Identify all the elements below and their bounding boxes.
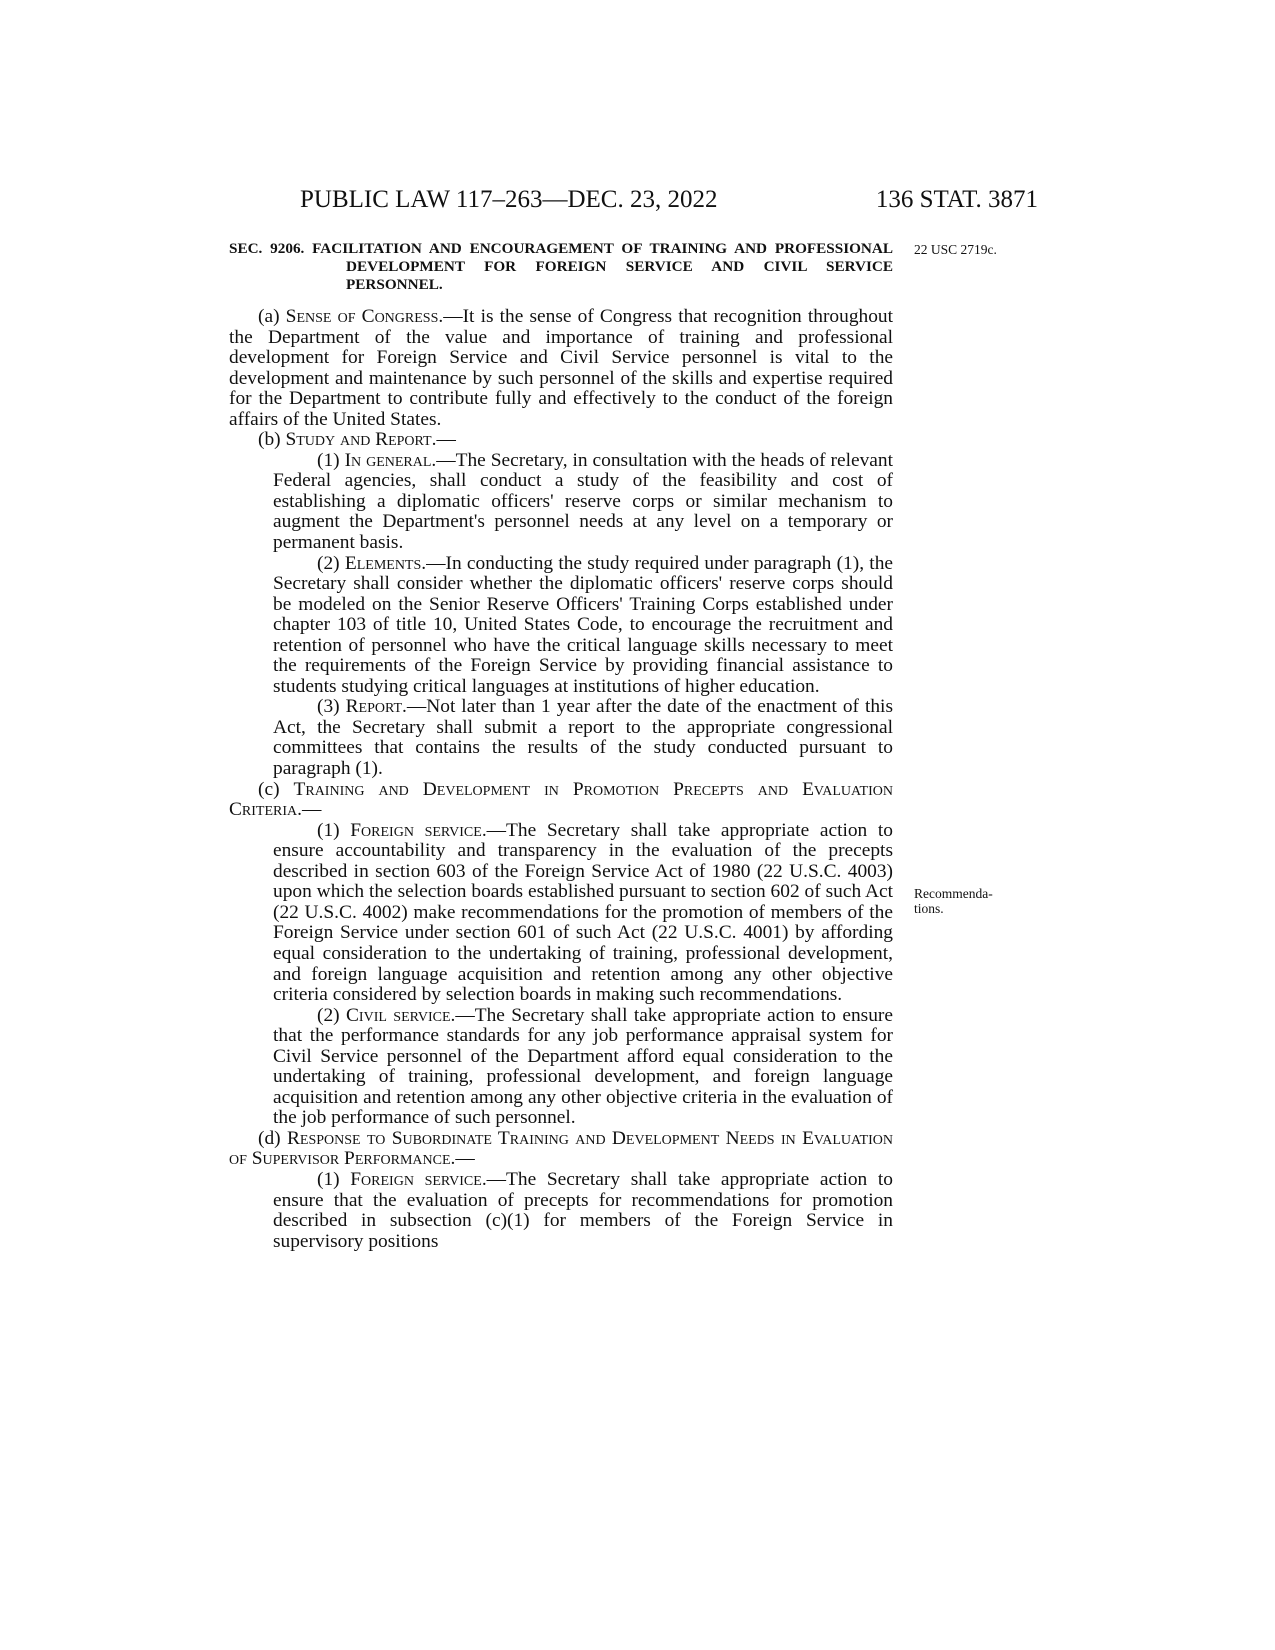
subsection-a-text: .—It is the sense of Congress that recognition throughout the Department of the value and importance of training and professional development for Foreign Service and Civil Service personnel is vital to the development and maintenance by such personnel of the skills and expertise required for the Department to contribute fully and effectively to the conduct of the foreign affairs of the United States. — [229, 306, 893, 430]
subsection-d — [229, 1129, 893, 1170]
paragraph-b-3-label: (3) — [317, 696, 346, 718]
margin-note-usc-citation: 22 USC 2719c. — [914, 242, 997, 257]
margin-note-recommendations — [914, 886, 993, 916]
running-head-title: PUBLIC LAW 117–263—DEC. 23, 2022 — [300, 186, 718, 213]
margin-note-line: tions. — [914, 901, 944, 916]
paragraph-d-1 — [229, 1170, 893, 1252]
paragraph-b-1-caption: In general — [344, 449, 432, 471]
paragraph-c-1-text: .—The Secretary shall take appropriate action to ensure accountability and transparency in the evaluation of the precepts described in section 603 of the Foreign Service Act of 1980 (22 U.S.C. 4003) upon which the selection boards established pursuant to section 602 of such Act (22 U.S.C. 4002) make recommendations for the promotion of members of the Foreign Service under section 601 of such Act (22 U.S.C. 4001) by affording equal consideration to the undertaking of training, professional development, and foreign language acquisition and retention among any other objective criteria considered by selection boards in making such recommendations. — [273, 819, 893, 1006]
paragraph-d-1-text: .—The Secretary shall take appropriate action to ensure that the evaluation of precepts for recommendations for promotion described in subsection (c)(1) for members of the Foreign Service in supervisory positions — [273, 1168, 893, 1252]
subsection-b-label: (b) — [258, 429, 286, 451]
running-head — [300, 186, 1038, 220]
subsection-c-label: (c) — [258, 778, 294, 800]
subsection-a-caption: Sense of Congress — [285, 306, 439, 327]
paragraph-b-1 — [229, 451, 893, 554]
statute-page-number: 136 STAT. 3871 — [875, 186, 1038, 213]
subsection-c — [229, 780, 893, 821]
paragraph-b-2-label: (2) — [317, 552, 345, 574]
paragraph-c-1-label: (1) — [317, 819, 351, 841]
paragraph-c-2-label: (2) — [317, 1004, 346, 1026]
paragraph-b-2-text: .—In conducting the study required under paragraph (1), the Secretary shall consider whether the diplomatic officers' reserve corps should be modeled on the Senior Reserve Officers' Training Corps established under chapter 103 of title 10, United States Code, to encourage the recruitment and retention of personnel who have the critical language skills necessary to meet the requirements of the Foreign Service by providing financial assistance to students studying critical languages at institutions of higher education. — [273, 552, 893, 697]
paragraph-c-2 — [229, 1006, 893, 1129]
margin-note-line: Recommenda- — [914, 886, 993, 901]
paragraph-b-3-caption: Report — [345, 696, 403, 718]
paragraph-c-1 — [229, 821, 893, 1006]
subsection-a-label: (a) — [258, 306, 286, 327]
subsection-d-suffix: .— — [450, 1148, 475, 1170]
subsection-a — [229, 307, 893, 430]
paragraph-d-1-caption: Foreign service — [350, 1168, 482, 1190]
paragraph-b-3-text: .—Not later than 1 year after the date of the enactment of this Act, the Secretary shall submit a report to the appropriate congressional committees that contains the results of the study conducted pursuant to paragraph (1). — [273, 696, 893, 780]
subsection-c-suffix: .— — [297, 799, 322, 821]
paragraph-c-2-text: .—The Secretary shall take appropriate action to ensure that the performance standards for any job performance appraisal system for Civil Service personnel of the Department afford equal consideration to the undertaking of training, professional development, and foreign language acquisition and retention among any other objective criteria in the evaluation of the job performance of such personnel. — [273, 1004, 893, 1129]
subsection-c-caption: Training and Development in Promotion Precepts and Evaluation Criteria — [229, 778, 893, 821]
paragraph-b-1-text: .—The Secretary, in consultation with the heads of relevant Federal agencies, shall conduct a study of the feasibility and cost of establishing a diplomatic officers' reserve corps or similar mechanism to augment the Department's personnel needs at any level on a temporary or permanent basis. — [273, 449, 893, 554]
paragraph-b-2-caption: Elements — [344, 552, 422, 574]
paragraph-b-1-label: (1) — [317, 449, 345, 471]
subsection-d-caption: Response to Subordinate Training and Development Needs in Evaluation of Supervisor Performance — [229, 1127, 893, 1170]
paragraph-b-3 — [229, 697, 893, 779]
paragraph-c-1-caption: Foreign service — [350, 819, 482, 841]
paragraph-c-2-caption: Civil service — [345, 1004, 451, 1026]
section-heading: SEC. 9206. FACILITATION AND ENCOURAGEMENT OF TRAINING AND PROFESSIONAL DEVELOPMENT FOR FOREIGN SERVICE AND CIVIL SERVICE PERSONNEL. — [229, 240, 893, 293]
subsection-d-label: (d) — [258, 1127, 287, 1149]
paragraph-d-1-label: (1) — [317, 1168, 351, 1190]
section-text — [229, 240, 893, 1252]
subsection-b-suffix: .— — [431, 429, 456, 451]
subsection-b — [229, 430, 893, 451]
paragraph-b-2 — [229, 554, 893, 698]
subsection-b-caption: Study and Report — [285, 429, 432, 451]
